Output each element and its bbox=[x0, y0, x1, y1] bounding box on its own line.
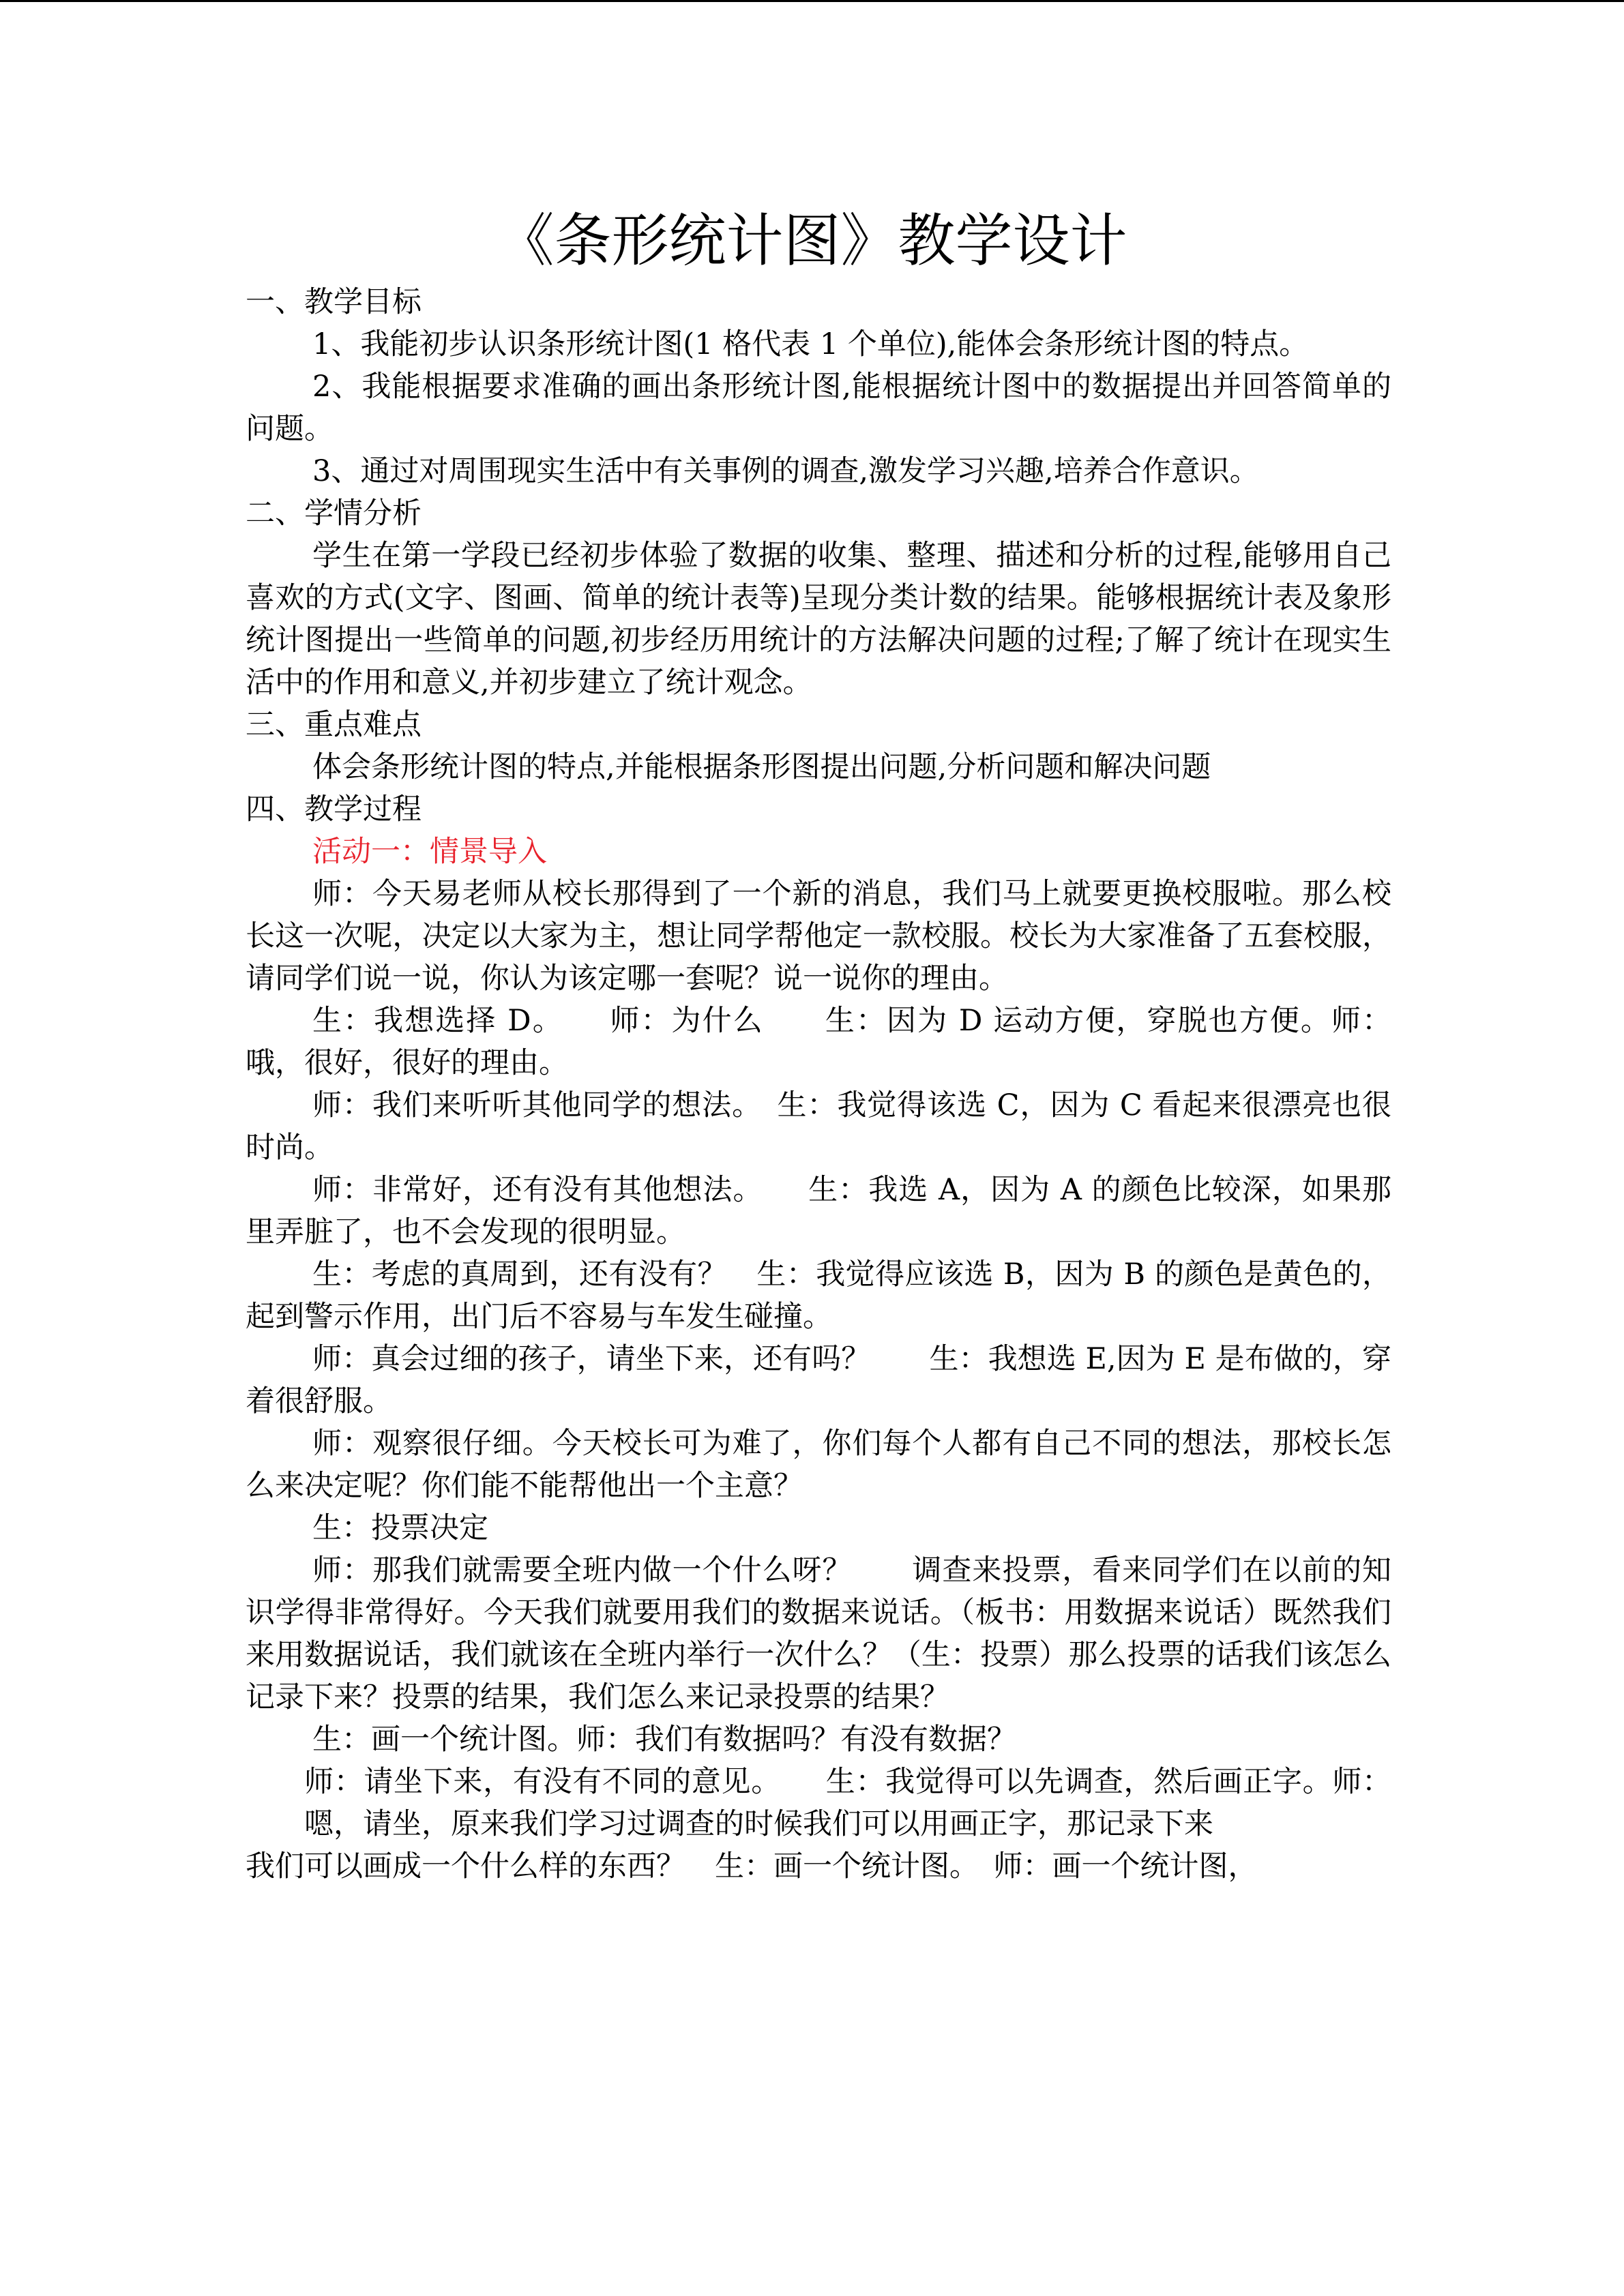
body-paragraph: 师：我们来听听其他同学的想法。 生：我觉得该选 C，因为 C 看起来很漂亮也很时尚。 bbox=[246, 1088, 1391, 1165]
body-paragraph: 师：观察很仔细。今天校长可为难了，你们每个人都有自己不同的想法，那校长怎么来决定呢？你们能不能帮他出一个主意？ bbox=[246, 1427, 1391, 1503]
body-paragraph: 3、通过对周围现实生活中有关事例的调查,激发学习兴趣,培养合作意识。 bbox=[312, 454, 1259, 488]
section-heading: 四、教学过程 bbox=[246, 792, 422, 826]
body-paragraph: 生：画一个统计图。师：我们有数据吗？有没有数据？ bbox=[312, 1723, 1016, 1757]
section-heading: 我们可以画成一个什么样的东西？ 生：画一个统计图。 师：画一个统计图， bbox=[246, 1849, 1258, 1883]
body-paragraph: 1、我能初步认识条形统计图(1 格代表 1 个单位),能体会条形统计图的特点。 bbox=[312, 327, 1309, 361]
body-paragraph: 生：考虑的真周到，还有没有？ 生：我觉得应该选 B，因为 B 的颜色是黄色的，起到警示作用，出门后不容易与车发生碰撞。 bbox=[246, 1257, 1391, 1334]
body-paragraph: 师：真会过细的孩子，请坐下来，还有吗？ 生：我想选 E,因为 E 是布做的，穿着很舒服。 bbox=[246, 1342, 1391, 1418]
body-paragraph: 体会条形统计图的特点,并能根据条形图提出问题,分析问题和解决问题 bbox=[312, 750, 1211, 784]
body-paragraph: 师：非常好，还有没有其他想法。 生：我选 A，因为 A 的颜色比较深，如果那里弄脏了，也不会发现的很明显。 bbox=[246, 1173, 1391, 1249]
body-paragraph: 2、我能根据要求准确的画出条形统计图,能根据统计图中的数据提出并回答简单的问题。 bbox=[246, 370, 1391, 446]
body-paragraph: 师：请坐下来，有没有不同的意见。 生：我觉得可以先调查，然后画正字。师：嗯，请坐，原来我们学习过调查的时候我们可以用画正字，那记录下来 bbox=[304, 1765, 1391, 1841]
section-heading: 一、教学目标 bbox=[246, 285, 422, 319]
body-paragraph: 活动一：情景导入 bbox=[312, 835, 547, 869]
body-paragraph: 生：投票决定 bbox=[312, 1511, 488, 1545]
body-paragraph: 学生在第一学段已经初步体验了数据的收集、整理、描述和分析的过程,能够用自己喜欢的方式(文字、图画、简单的统计表等)呈现分类计数的结果。能够根据统计表及象形统计图提出一些简单的问题,初步经历用统计的方法解决问题的过程;了解了统计在现实生活中的作用和意义,并初步建立了统计观念。 bbox=[246, 539, 1391, 700]
body-paragraph: 师：今天易老师从校长那得到了一个新的消息，我们马上就要更换校服啦。那么校长这一次呢，决定以大家为主，想让同学帮他定一款校服。校长为大家准备了五套校服，请同学们说一说，你认为该定哪一套呢？说一说你的理由。 bbox=[246, 877, 1391, 996]
document-title: 《条形统计图》教学设计 bbox=[497, 207, 1127, 274]
body-paragraph: 师：那我们就需要全班内做一个什么呀？ 调查来投票，看来同学们在以前的知识学得非常得好。今天我们就要用我们的数据来说话。（板书：用数据来说话）既然我们来用数据说话，我们就该在全班内举行一次什么？（生：投票）那么投票的话我们该怎么记录下来？投票的结果，我们怎么来记录投票的结果？ bbox=[246, 1553, 1391, 1714]
document-body bbox=[246, 281, 1391, 1888]
body-paragraph: 生：我想选择 D。 师：为什么 生：因为 D 运动方便，穿脱也方便。师：哦，很好，很好的理由。 bbox=[246, 1004, 1391, 1080]
section-heading: 三、重点难点 bbox=[246, 708, 422, 742]
section-heading: 二、学情分析 bbox=[246, 496, 422, 531]
